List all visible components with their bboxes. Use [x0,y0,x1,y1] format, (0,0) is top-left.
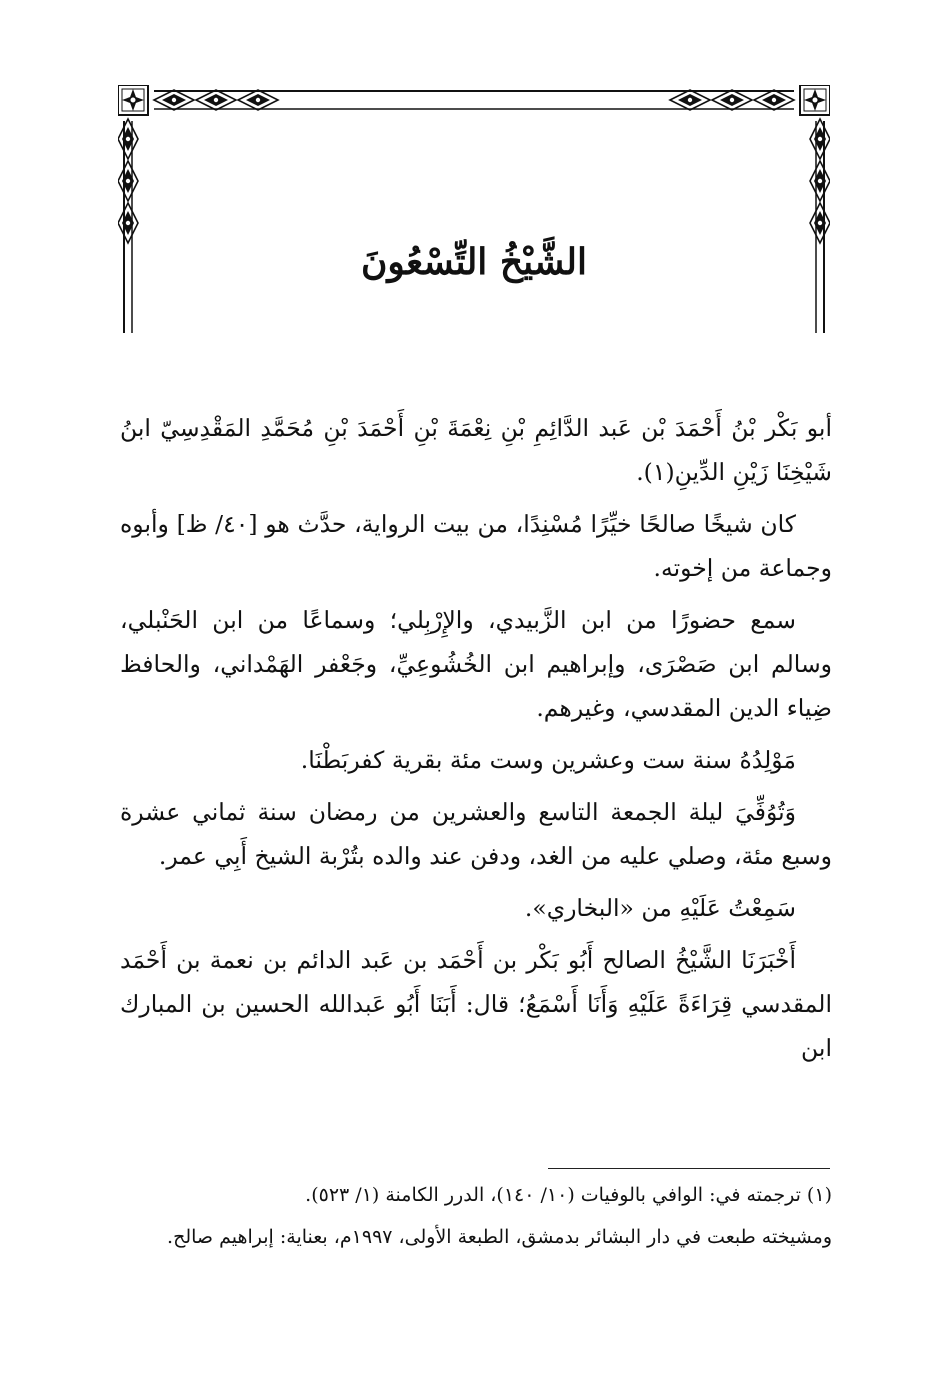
body-text [120,406,832,1078]
paragraph-teachers: سمع حضورًا من ابن الزَّبيدي، والإِرْبِلي؛ وسماعًا من ابن الحَنْبلي، وسالم ابن صَصْرَى، وإبراهيم ابن الخُشُوعِيِّ، وجَعْفر الهَمْداني، والحافظ ضِياء الدين المقدسي، وغيرهم. [120,606,832,722]
chapter-title: الشَّيْخُ التِّسْعُونَ [360,241,588,283]
paragraph-death: وَتُوُفِّيَ ليلة الجمعة التاسع والعشرين من رمضان سنة ثماني عشرة وسبع مئة، وصلي عليه من الغد، ودفن عند والده بتُرْبة الشيخ أَبِي عمر. [120,798,832,870]
paragraph-heard: سَمِعْتُ عَلَيْهِ من «البخاري». [524,894,796,922]
footnotes [120,1178,832,1262]
footnote-1: (١) ترجمته في: الوافي بالوفيات (١٠/ ١٤٠)، الدرر الكامنة (١/ ٥٢٣). [305,1184,832,1206]
ornamental-header-frame [118,85,830,335]
paragraph-name: أبو بَكْر بْنُ أَحْمَدَ بْن عَبد الدَّائِمِ بْنِ نِعْمَةَ بْنِ أَحْمَدَ بْنِ مُحَمَّدِ المَقْدِسِيّ ابنُ شَيْخِنَا زَيْنِ الدِّينِ(١). [120,414,832,486]
paragraph-isnad: أَخْبَرَنَا الشَّيْخُ الصالح أَبُو بَكْر بن أَحْمَد بن عَبد الدائم بن نعمة بن أَحْمَد المقدسي قِرَاءَةً عَلَيْهِ وَأَنَا أَسْمَعُ؛ قال: أَبَنَا أَبُو عَبدالله الحسين بن المبارك ابن [120,946,832,1062]
footnote-1-continued: ومشيخته طبعت في دار البشائر بدمشق، الطبعة الأولى، ١٩٩٧م، بعناية: إبراهيم صالح. [167,1226,832,1248]
paragraph-description: كان شيخًا صالحًا خيِّرًا مُسْنِدًا، من بيت الرواية، حدَّث هو [٤٠/ ظ] وأبوه وجماعة من إخوته. [120,510,832,582]
paragraph-birth: مَوْلِدُهُ سنة ست وعشرين وست مئة بقرية كفربَطْنَا. [300,746,796,774]
footnote-separator [548,1168,830,1169]
